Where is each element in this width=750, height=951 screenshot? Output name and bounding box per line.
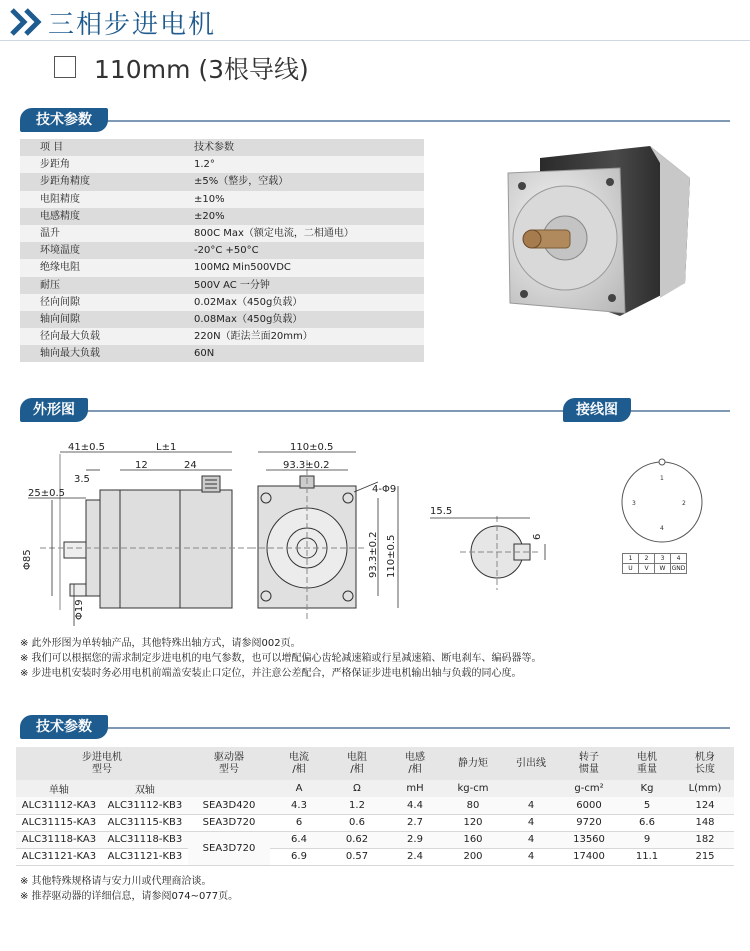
wiring-pin-3: 3	[632, 500, 636, 507]
spec-row	[20, 345, 424, 362]
spec-value: ±10%	[194, 193, 225, 205]
section-outline: 外形图	[20, 398, 88, 422]
cell-inductance: 2.7	[386, 814, 444, 831]
table-row	[16, 814, 734, 831]
spec-key: 轴向最大负载	[40, 348, 100, 360]
header-motor-model: 步进电机 型号	[16, 747, 188, 780]
pin-label-gnd: GND	[671, 565, 686, 572]
spec-key: 项 目	[40, 142, 64, 153]
spec-key: 环境温度	[40, 245, 80, 257]
spec-value: 800C Max（额定电流，二相通电）	[194, 227, 354, 239]
spec-value: 技术参数	[194, 142, 234, 153]
cell-double: ALC31112-KB3	[102, 797, 188, 814]
spec-key: 绝缘电阻	[40, 262, 80, 274]
spec-row	[20, 311, 424, 328]
spec-key: 步距角	[40, 159, 70, 171]
spec-row	[20, 156, 424, 173]
cell-resistance: 0.57	[328, 848, 386, 865]
cell-current: 6	[270, 814, 328, 831]
cell-single: ALC31118-KA3	[16, 831, 102, 848]
cell-length: 148	[676, 814, 734, 831]
table-row	[16, 848, 734, 865]
cell-inductance: 2.9	[386, 831, 444, 848]
title-divider	[0, 40, 750, 41]
cell-current: 6.9	[270, 848, 328, 865]
spec-value: 500V AC 一分钟	[194, 279, 270, 291]
cell-torque: 120	[444, 814, 502, 831]
dim-6-label: 6	[532, 533, 543, 540]
cell-inductance: 4.4	[386, 797, 444, 814]
unit-current: A	[270, 780, 328, 797]
cell-leads: 4	[502, 797, 560, 814]
chevron-double-icon	[10, 8, 46, 36]
cell-double: ALC31118-KB3	[102, 831, 188, 848]
cell-driver: SEA3D720	[188, 814, 270, 831]
unit-torque: kg-cm	[444, 780, 502, 797]
header-resistance: 电阻 /相	[328, 747, 386, 780]
dim-110-label: 110±0.5	[290, 442, 334, 453]
dim-25-label: 25±0.5	[28, 488, 66, 499]
unit-weight: Kg	[618, 780, 676, 797]
cell-torque: 80	[444, 797, 502, 814]
cell-current: 6.4	[270, 831, 328, 848]
cell-length: 124	[676, 797, 734, 814]
motor-spec-table	[16, 747, 734, 866]
unit-inertia: g-cm²	[560, 780, 618, 797]
spec-value: 100MΩ Min500VDC	[194, 262, 291, 274]
wiring-diagram	[610, 452, 720, 552]
dim-phi85-label: Φ85	[22, 549, 33, 570]
dim-phi19-label: Φ19	[74, 599, 85, 620]
header-rotor-inertia: 转子 惯量	[560, 747, 618, 780]
cell-double: ALC31121-KB3	[102, 848, 188, 865]
unit-resistance: Ω	[328, 780, 386, 797]
spec-key: 径向最大负载	[40, 331, 100, 343]
spec-key: 轴向间隙	[40, 313, 80, 325]
cell-weight: 6.6	[618, 814, 676, 831]
spec-value: 1.2°	[194, 159, 215, 171]
spec-row	[20, 173, 424, 190]
pin-label-u: U	[623, 564, 639, 574]
cell-length: 182	[676, 831, 734, 848]
section-tech-params-2: 技术参数	[20, 715, 108, 739]
cell-leads: 4	[502, 814, 560, 831]
note-line: ※ 此外形图为单转轴产品，其他特殊出轴方式，请参阅002页。	[20, 638, 301, 649]
cell-driver: SEA3D720	[188, 831, 270, 865]
spec-value: 60N	[194, 348, 215, 360]
header-inductance: 电感 /相	[386, 747, 444, 780]
cell-inertia: 6000	[560, 797, 618, 814]
cell-single: ALC31112-KA3	[16, 797, 102, 814]
dim-4phi9-label: 4-Φ9	[372, 484, 397, 495]
cell-single: ALC31115-KA3	[16, 814, 102, 831]
unit-leads	[502, 780, 560, 797]
cell-weight: 5	[618, 797, 676, 814]
section-divider	[20, 727, 730, 729]
section-divider	[20, 120, 730, 122]
dim-93-label: 93.3±0.2	[283, 460, 330, 471]
table-row	[16, 797, 734, 814]
spec-row	[20, 242, 424, 259]
header-current: 电流 /相	[270, 747, 328, 780]
spec-row	[20, 259, 424, 276]
spec-row	[20, 191, 424, 208]
spec-key: 径向间隙	[40, 296, 80, 308]
spec-row	[20, 208, 424, 225]
cell-resistance: 0.6	[328, 814, 386, 831]
cell-leads: 4	[502, 848, 560, 865]
dim-110v-label: 110±0.5	[386, 534, 397, 578]
cell-driver: SEA3D420	[188, 797, 270, 814]
dim-L-label: L±1	[156, 442, 177, 453]
spec-value: 0.02Max（450g负载）	[194, 296, 303, 308]
spec-key: 步距角精度	[40, 176, 90, 188]
cell-inductance: 2.4	[386, 848, 444, 865]
page-title: 三相步进电机	[48, 10, 217, 40]
header-holding-torque: 静力矩	[444, 747, 502, 780]
dim-12-label: 12	[135, 460, 148, 471]
spec-key: 耐压	[40, 279, 60, 291]
cell-torque: 200	[444, 848, 502, 865]
cell-resistance: 1.2	[328, 797, 386, 814]
dim-24-label: 24	[184, 460, 197, 471]
dim-41-label: 41±0.5	[68, 442, 106, 453]
notes	[20, 636, 542, 681]
section-wiring: 接线图	[563, 398, 631, 422]
pin-label-v: V	[639, 564, 655, 574]
pin-1: 1	[623, 554, 639, 564]
spec-value: ±20%	[194, 210, 225, 222]
header-driver-model: 驱动器 型号	[188, 747, 270, 780]
pin-label-w: W	[655, 564, 671, 574]
spec-value: 220N（距法兰面20mm）	[194, 331, 313, 343]
cell-double: ALC31115-KB3	[102, 814, 188, 831]
unit-inductance: mH	[386, 780, 444, 797]
pinout-table	[622, 553, 687, 574]
wiring-pin-4: 4	[660, 525, 664, 532]
cell-inertia: 17400	[560, 848, 618, 865]
spec-key: 电阻精度	[40, 193, 80, 205]
header-leads: 引出线	[502, 747, 560, 780]
cell-weight: 11.1	[618, 848, 676, 865]
note-line: ※ 我们可以根据您的需求制定步进电机的电气参数，也可以增配偏心齿轮减速箱或行星减速箱、断电刹车、编码器等。	[20, 653, 542, 664]
spec-value: 0.08Max（450g负载）	[194, 313, 303, 325]
section-tech-params: 技术参数	[20, 108, 108, 132]
note-line: ※ 其他特殊规格请与安力川或代理商洽谈。	[20, 876, 212, 887]
cell-weight: 9	[618, 831, 676, 848]
cell-inertia: 9720	[560, 814, 618, 831]
cell-single: ALC31121-KA3	[16, 848, 102, 865]
checkbox-icon	[54, 56, 76, 78]
unit-double: 双轴	[102, 780, 188, 797]
pin-3: 3	[655, 554, 671, 564]
unit-length: L(mm)	[676, 780, 734, 797]
cell-leads: 4	[502, 831, 560, 848]
spec-key: 温升	[40, 227, 60, 239]
wiring-pin-1: 1	[660, 475, 664, 482]
note-line: ※ 推荐驱动器的详细信息，请参阅074~077页。	[20, 891, 239, 902]
dim-93v-label: 93.3±0.2	[368, 531, 379, 578]
dim-15-5-label: 15.5	[430, 506, 453, 517]
note-line: ※ 步进电机安装时务必用电机前端盖安装止口定位，并注意公差配合，严格保证步进电机输出轴与负载的同心度。	[20, 668, 522, 679]
cell-resistance: 0.62	[328, 831, 386, 848]
pin-2: 2	[639, 554, 655, 564]
wiring-pin-2: 2	[682, 500, 686, 507]
cell-current: 4.3	[270, 797, 328, 814]
unit-single: 单轴	[16, 780, 102, 797]
spec-row	[20, 225, 424, 242]
spec-value: -20°C +50°C	[194, 245, 259, 257]
spec-row	[20, 328, 424, 345]
cell-inertia: 13560	[560, 831, 618, 848]
spec-row	[20, 277, 424, 294]
header-body-length: 机身 长度	[676, 747, 734, 780]
pin-4: 4	[671, 554, 687, 564]
table-row	[16, 831, 734, 848]
unit-driver	[188, 780, 270, 797]
spec-row	[20, 294, 424, 311]
spec-table	[20, 139, 424, 362]
cell-torque: 160	[444, 831, 502, 848]
spec-key: 电感精度	[40, 210, 80, 222]
spec-row	[20, 139, 424, 156]
outline-drawing	[0, 430, 560, 630]
motor-photo	[500, 138, 700, 328]
page-subtitle: 110mm (3根导线)	[94, 55, 309, 84]
spec-value: ±5%（整步，空载）	[194, 176, 289, 188]
footer-notes	[20, 874, 238, 904]
header-motor-weight: 电机 重量	[618, 747, 676, 780]
dim-3-5-label: 3.5	[74, 474, 90, 485]
cell-length: 215	[676, 848, 734, 865]
